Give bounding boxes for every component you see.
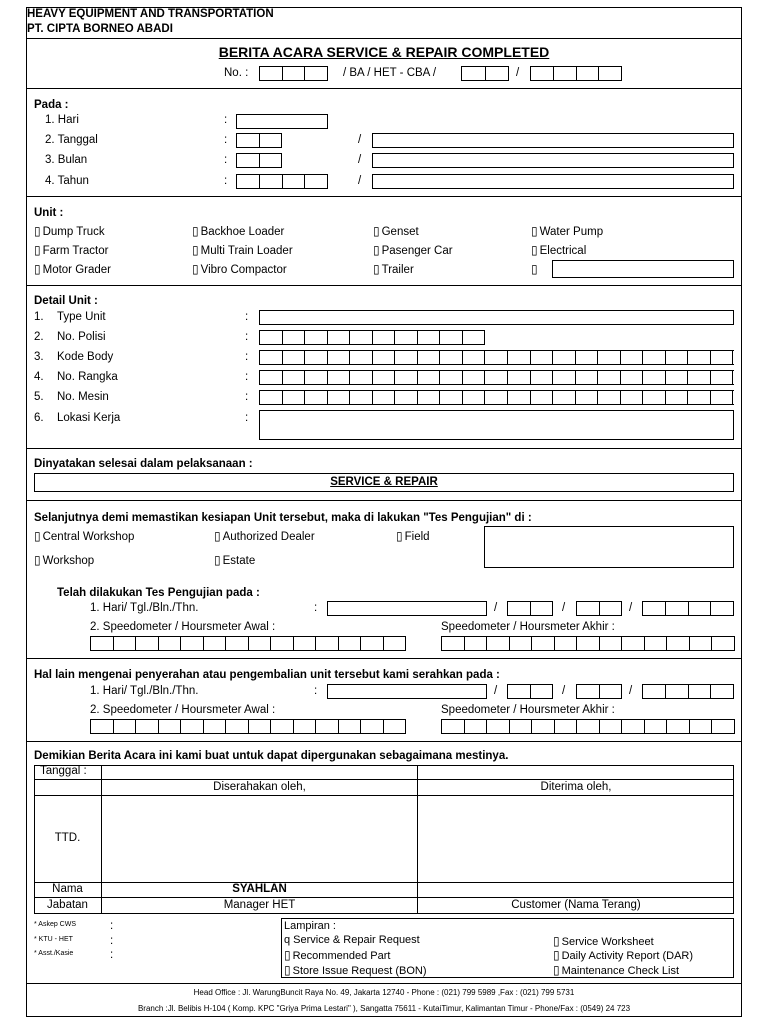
- divider: [26, 88, 742, 89]
- input-cell[interactable]: [305, 371, 328, 384]
- footer-branch: Branch :Jl. Belibis H-104 ( Komp. KPC "Griya Prima Lestari" ), Sangatta 75611 - KutaiTimur, Kalimantan Timur - Phone/Fax : (0549) 24 723: [137, 1004, 631, 1013]
- divider: [26, 448, 742, 449]
- slash: /: [358, 134, 362, 146]
- input-cell[interactable]: [440, 331, 463, 344]
- input-cell[interactable]: [395, 351, 418, 364]
- table-divider: [34, 897, 734, 898]
- colon: :: [245, 311, 249, 323]
- input-cell[interactable]: [577, 637, 600, 650]
- lampiran-maintenance-check-list[interactable]: ▯ Maintenance Check List: [553, 963, 679, 977]
- no-slash: /: [516, 67, 520, 79]
- tes-hari-label: 1. Hari/ Tgl./Bln./Thn.: [90, 602, 199, 614]
- detail-label-no-polisi: No. Polisi: [57, 331, 106, 343]
- service-repair-text: SERVICE & REPAIR: [330, 476, 438, 488]
- colon: :: [314, 602, 318, 614]
- input-cell[interactable]: [643, 351, 666, 364]
- input-cell[interactable]: [711, 371, 734, 384]
- input-cell[interactable]: [531, 371, 554, 384]
- input-cell[interactable]: [418, 331, 441, 344]
- input-cell[interactable]: [666, 351, 689, 364]
- tembusan-ktu: * KTU - HET: [34, 936, 73, 943]
- input-cell[interactable]: [712, 637, 735, 650]
- input-cell[interactable]: [384, 720, 407, 733]
- input-cell[interactable]: [688, 371, 711, 384]
- input-cell[interactable]: [294, 720, 317, 733]
- input-cell[interactable]: [487, 720, 510, 733]
- unit-checkbox-genset[interactable]: ▯ Genset: [373, 224, 419, 238]
- colon: :: [245, 331, 249, 343]
- input-cell[interactable]: [576, 371, 599, 384]
- input-cell[interactable]: [465, 637, 488, 650]
- input-cell[interactable]: [114, 637, 137, 650]
- tes-tgl-cells[interactable]: [507, 601, 553, 616]
- input-cell[interactable]: [328, 351, 351, 364]
- input-cell[interactable]: [395, 371, 418, 384]
- table-divider: [34, 779, 734, 780]
- input-cell[interactable]: [622, 637, 645, 650]
- unit-checkbox-backhoe-loader[interactable]: ▯ Backhoe Loader: [192, 224, 284, 238]
- colon: :: [110, 949, 114, 961]
- tahun-text-input[interactable]: [372, 174, 734, 189]
- unit-checkbox-pasenger-car[interactable]: ▯ Pasenger Car: [373, 243, 453, 257]
- input-cell[interactable]: [442, 637, 465, 650]
- input-cell[interactable]: [666, 391, 689, 404]
- unit-checkbox-water-pump[interactable]: ▯ Water Pump: [531, 224, 603, 238]
- unit-checkbox-electrical[interactable]: ▯ Electrical: [531, 243, 586, 257]
- pada-heading: Pada :: [34, 99, 69, 111]
- input-cell[interactable]: [643, 391, 666, 404]
- input-cell[interactable]: [361, 720, 384, 733]
- tes-speedo-akhir-label: Speedometer / Hoursmeter Akhir :: [441, 621, 615, 633]
- tes-speedo-awal-label: 2. Speedometer / Hoursmeter Awal :: [90, 621, 276, 633]
- input-cell[interactable]: [645, 720, 668, 733]
- input-cell[interactable]: [576, 391, 599, 404]
- input-cell[interactable]: [711, 391, 734, 404]
- company-line2: PT. CIPTA BORNEO ABADI: [27, 23, 173, 35]
- input-cell[interactable]: [373, 351, 396, 364]
- input-cell[interactable]: [598, 391, 621, 404]
- tes-option-workshop[interactable]: ▯ Workshop: [34, 553, 94, 567]
- tes-option-authorized-dealer[interactable]: ▯ Authorized Dealer: [214, 529, 315, 543]
- tanggal-label: Tanggal :: [40, 765, 87, 777]
- pada-tahun-label: 4. Tahun: [45, 175, 89, 187]
- input-cell[interactable]: [226, 637, 249, 650]
- slash: /: [494, 602, 498, 614]
- slash: /: [358, 154, 362, 166]
- input-cell[interactable]: [204, 637, 227, 650]
- input-cell[interactable]: [667, 720, 690, 733]
- colon: :: [245, 371, 249, 383]
- colon: :: [245, 412, 249, 424]
- input-cell[interactable]: [688, 391, 711, 404]
- input-cell[interactable]: [463, 391, 486, 404]
- input-cell[interactable]: [204, 720, 227, 733]
- tanggal-text-input[interactable]: [372, 133, 734, 148]
- input-cell[interactable]: [305, 391, 328, 404]
- input-cell[interactable]: [328, 371, 351, 384]
- demikian-heading: Demikian Berita Acara ini kami buat untuk dapat dipergunakan sebagaimana mestinya.: [34, 750, 509, 762]
- input-cell[interactable]: [667, 637, 690, 650]
- hal-lain-speedo-awal-label: 2. Speedometer / Hoursmeter Awal :: [90, 704, 276, 716]
- input-cell[interactable]: [260, 391, 283, 404]
- input-cell[interactable]: [361, 637, 384, 650]
- input-cell[interactable]: [294, 637, 317, 650]
- colon: :: [224, 175, 228, 187]
- page-title: BERITA ACARA SERVICE & REPAIR COMPLETED: [218, 44, 550, 60]
- colon: :: [110, 920, 114, 932]
- input-cell[interactable]: [283, 371, 306, 384]
- ttd-label: TTD.: [54, 832, 81, 844]
- nama-value: SYAHLAN: [232, 883, 287, 895]
- input-cell[interactable]: [114, 720, 137, 733]
- input-cell[interactable]: [508, 371, 531, 384]
- input-cell[interactable]: [159, 637, 182, 650]
- diserahkan-label: Diserahakan oleh,: [213, 781, 306, 793]
- slash: /: [358, 175, 362, 187]
- input-cell[interactable]: [418, 351, 441, 364]
- detail-label-no-mesin: No. Mesin: [57, 391, 109, 403]
- input-cell[interactable]: [283, 351, 306, 364]
- lampiran-service-worksheet[interactable]: ▯ Service Worksheet: [553, 934, 654, 948]
- input-cell[interactable]: [91, 637, 114, 650]
- kode-body-cells[interactable]: [259, 350, 734, 365]
- input-cell[interactable]: [600, 720, 623, 733]
- hal-lain-heading: Hal lain mengenai penyerahan atau pengembalian unit tersebut kami serahkan pada :: [34, 669, 500, 681]
- no-field-2[interactable]: [461, 66, 509, 81]
- input-cell[interactable]: [621, 371, 644, 384]
- detail-heading: Detail Unit :: [34, 295, 98, 307]
- input-cell[interactable]: [555, 637, 578, 650]
- input-cell[interactable]: [395, 391, 418, 404]
- lampiran-daily-activity-report[interactable]: ▯ Daily Activity Report (DAR): [553, 948, 693, 962]
- input-cell[interactable]: [283, 331, 306, 344]
- bulan-digits[interactable]: [236, 153, 282, 168]
- detail-label-type-unit: Type Unit: [57, 311, 106, 323]
- input-cell[interactable]: [159, 720, 182, 733]
- input-cell[interactable]: [598, 371, 621, 384]
- input-cell[interactable]: [249, 637, 272, 650]
- input-cell[interactable]: [463, 351, 486, 364]
- input-cell[interactable]: [260, 371, 283, 384]
- company-line1: HEAVY EQUIPMENT AND TRANSPORTATION: [27, 8, 274, 20]
- input-cell[interactable]: [532, 637, 555, 650]
- input-cell[interactable]: [91, 720, 114, 733]
- input-cell[interactable]: [485, 371, 508, 384]
- detail-label-lokasi-kerja: Lokasi Kerja: [57, 412, 121, 424]
- input-cell[interactable]: [440, 371, 463, 384]
- input-cell[interactable]: [508, 351, 531, 364]
- input-cell[interactable]: [553, 391, 576, 404]
- unit-checkbox-vibro-compactor[interactable]: ▯ Vibro Compactor: [192, 262, 287, 276]
- input-cell[interactable]: [577, 720, 600, 733]
- divider: [26, 196, 742, 197]
- input-cell[interactable]: [384, 637, 407, 650]
- input-cell[interactable]: [260, 351, 283, 364]
- input-cell[interactable]: [316, 637, 339, 650]
- colon: :: [224, 114, 228, 126]
- detail-label-no-rangka: No. Rangka: [57, 371, 118, 383]
- no-field-1[interactable]: [259, 66, 328, 81]
- input-cell[interactable]: [373, 391, 396, 404]
- hal-lain-speedo-akhir-cells[interactable]: [441, 719, 735, 734]
- input-cell[interactable]: [418, 391, 441, 404]
- input-cell[interactable]: [328, 391, 351, 404]
- input-cell[interactable]: [487, 637, 510, 650]
- tes-heading: Selanjutnya demi memastikan kesiapan Unit tersebut, maka di lakukan "Tes Pengujian" di :: [34, 512, 532, 524]
- lampiran-service-repair-request[interactable]: q Service & Repair Request: [284, 934, 420, 946]
- nama-label: Nama: [52, 883, 83, 895]
- slash: /: [629, 602, 633, 614]
- tahun-digits[interactable]: [236, 174, 328, 189]
- pada-tanggal-label: 2. Tanggal: [45, 134, 98, 146]
- colon: :: [314, 685, 318, 697]
- hal-lain-thn-cells[interactable]: [642, 684, 734, 699]
- colon: :: [110, 935, 114, 947]
- diterima-label: Diterima oleh,: [540, 781, 612, 793]
- hal-lain-speedo-akhir-label: Speedometer / Hoursmeter Akhir :: [441, 704, 615, 716]
- hal-lain-hari-label: 1. Hari/ Tgl./Bln./Thn.: [90, 685, 199, 697]
- unit-checkbox-multi-train-loader[interactable]: ▯ Multi Train Loader: [192, 243, 293, 257]
- no-middle-label: / BA / HET - CBA /: [343, 67, 437, 79]
- input-cell[interactable]: [598, 351, 621, 364]
- input-cell[interactable]: [350, 351, 373, 364]
- input-cell[interactable]: [688, 351, 711, 364]
- input-cell[interactable]: [531, 351, 554, 364]
- input-cell[interactable]: [621, 351, 644, 364]
- input-cell[interactable]: [531, 391, 554, 404]
- detail-num: 2.: [34, 331, 44, 343]
- input-cell[interactable]: [350, 331, 373, 344]
- input-cell[interactable]: [712, 720, 735, 733]
- input-cell[interactable]: [463, 371, 486, 384]
- input-cell[interactable]: [271, 720, 294, 733]
- unit-checkbox-farm-tractor[interactable]: ▯ Farm Tractor: [34, 243, 108, 257]
- input-cell[interactable]: [442, 720, 465, 733]
- jabatan-value: Manager HET: [223, 899, 296, 911]
- input-cell[interactable]: [485, 391, 508, 404]
- detail-num: 5.: [34, 391, 44, 403]
- input-cell[interactable]: [555, 720, 578, 733]
- tanggal-digits[interactable]: [236, 133, 282, 148]
- input-cell[interactable]: [711, 351, 734, 364]
- bulan-text-input[interactable]: [372, 153, 734, 168]
- hal-lain-speedo-awal-cells[interactable]: [90, 719, 406, 734]
- input-cell[interactable]: [508, 391, 531, 404]
- detail-num: 6.: [34, 412, 44, 424]
- unit-heading: Unit :: [34, 207, 64, 219]
- unit-checkbox-motor-grader[interactable]: ▯ Motor Grader: [34, 262, 111, 276]
- input-cell[interactable]: [350, 391, 373, 404]
- detail-num: 4.: [34, 371, 44, 383]
- unit-checkbox-other[interactable]: [531, 262, 540, 276]
- input-cell[interactable]: [621, 391, 644, 404]
- input-cell[interactable]: [553, 371, 576, 384]
- input-cell[interactable]: [181, 720, 204, 733]
- slash: /: [494, 685, 498, 697]
- divider: [26, 658, 742, 659]
- tes-option-estate[interactable]: ▯ Estate: [214, 553, 255, 567]
- input-cell[interactable]: [645, 637, 668, 650]
- input-cell[interactable]: [373, 371, 396, 384]
- input-cell[interactable]: [373, 331, 396, 344]
- tes-option-central-workshop[interactable]: ▯ Central Workshop: [34, 529, 134, 543]
- divider: [26, 500, 742, 501]
- hal-lain-hari-input[interactable]: [327, 684, 487, 699]
- divider: [26, 741, 742, 742]
- input-cell[interactable]: [181, 637, 204, 650]
- tes-speedo-akhir-cells[interactable]: [441, 636, 735, 651]
- input-cell[interactable]: [440, 391, 463, 404]
- customer-label: Customer (Nama Terang): [511, 899, 641, 911]
- no-label: No. :: [224, 67, 249, 79]
- input-cell[interactable]: [532, 720, 555, 733]
- no-rangka-cells[interactable]: [259, 370, 734, 385]
- unit-other-input[interactable]: [552, 260, 734, 278]
- lampiran-heading: Lampiran :: [284, 920, 336, 932]
- tes-thn-cells[interactable]: [642, 601, 734, 616]
- input-cell[interactable]: [622, 720, 645, 733]
- input-cell[interactable]: [576, 351, 599, 364]
- input-cell[interactable]: [316, 720, 339, 733]
- input-cell[interactable]: [463, 331, 486, 344]
- tes-bln-cells[interactable]: [576, 601, 622, 616]
- jabatan-label: Jabatan: [47, 899, 88, 911]
- tes-speedo-awal-cells[interactable]: [90, 636, 406, 651]
- colon: :: [224, 154, 228, 166]
- input-cell[interactable]: [395, 331, 418, 344]
- lampiran-store-issue-request[interactable]: ▯ Store Issue Request (BON): [284, 963, 427, 977]
- input-cell[interactable]: [510, 720, 533, 733]
- detail-num: 3.: [34, 351, 44, 363]
- lokasi-kerja-input[interactable]: [259, 410, 734, 440]
- dinyatakan-heading: Dinyatakan selesai dalam pelaksanaan :: [34, 458, 253, 470]
- input-cell[interactable]: [418, 371, 441, 384]
- input-cell[interactable]: [553, 351, 576, 364]
- input-cell[interactable]: [440, 351, 463, 364]
- tembusan-askep: * Askep CWS: [34, 921, 77, 928]
- divider: [26, 983, 742, 984]
- pada-bulan-label: 3. Bulan: [45, 154, 88, 166]
- unit-checkbox-dump-truck[interactable]: ▯ Dump Truck: [34, 224, 105, 238]
- no-mesin-cells[interactable]: [259, 390, 734, 405]
- input-cell[interactable]: [339, 637, 362, 650]
- colon: :: [224, 134, 228, 146]
- unit-checkbox-trailer[interactable]: ▯ Trailer: [373, 262, 414, 276]
- input-cell[interactable]: [249, 720, 272, 733]
- colon: :: [245, 391, 249, 403]
- hal-lain-bln-cells[interactable]: [576, 684, 622, 699]
- tembusan-asst: * Asst./Kasie: [34, 950, 74, 957]
- input-cell[interactable]: [271, 637, 294, 650]
- colon: :: [245, 351, 249, 363]
- detail-label-kode-body: Kode Body: [57, 351, 114, 363]
- hari-input[interactable]: [236, 114, 328, 129]
- tes-sub-heading: Telah dilakukan Tes Pengujian pada :: [57, 587, 260, 599]
- footer-head-office: Head Office : Jl. WarungBuncit Raya No. 49, Jakarta 12740 - Phone : (021) 799 5989 ,Fax : (021) 799 5731: [193, 988, 575, 997]
- tes-location-input[interactable]: [484, 526, 734, 568]
- input-cell[interactable]: [339, 720, 362, 733]
- input-cell[interactable]: [690, 637, 713, 650]
- slash: /: [562, 685, 566, 697]
- input-cell[interactable]: [283, 391, 306, 404]
- hal-lain-tgl-cells[interactable]: [507, 684, 553, 699]
- detail-num: 1.: [34, 311, 44, 323]
- input-cell[interactable]: [305, 331, 328, 344]
- input-cell[interactable]: [136, 720, 159, 733]
- divider: [26, 38, 742, 39]
- table-divider: [34, 795, 734, 796]
- no-polisi-cells[interactable]: [259, 330, 485, 345]
- tes-hari-input[interactable]: [327, 601, 487, 616]
- lampiran-recommended-part[interactable]: ▯ Recommended Part: [284, 948, 390, 962]
- tes-option-field[interactable]: ▯ Field: [396, 529, 430, 543]
- slash: /: [562, 602, 566, 614]
- input-cell[interactable]: [350, 371, 373, 384]
- input-cell[interactable]: [690, 720, 713, 733]
- input-cell[interactable]: [643, 371, 666, 384]
- no-field-3[interactable]: [530, 66, 622, 81]
- input-cell[interactable]: [305, 351, 328, 364]
- input-cell[interactable]: [600, 637, 623, 650]
- input-cell[interactable]: [465, 720, 488, 733]
- service-repair-box: [34, 473, 734, 492]
- input-cell[interactable]: [260, 331, 283, 344]
- input-cell[interactable]: [328, 331, 351, 344]
- input-cell[interactable]: [510, 637, 533, 650]
- pada-hari-label: 1. Hari: [45, 114, 79, 126]
- input-cell[interactable]: [226, 720, 249, 733]
- input-cell[interactable]: [136, 637, 159, 650]
- input-cell[interactable]: [485, 351, 508, 364]
- input-cell[interactable]: [666, 371, 689, 384]
- type-unit-input[interactable]: [259, 310, 734, 325]
- slash: /: [629, 685, 633, 697]
- divider: [26, 285, 742, 286]
